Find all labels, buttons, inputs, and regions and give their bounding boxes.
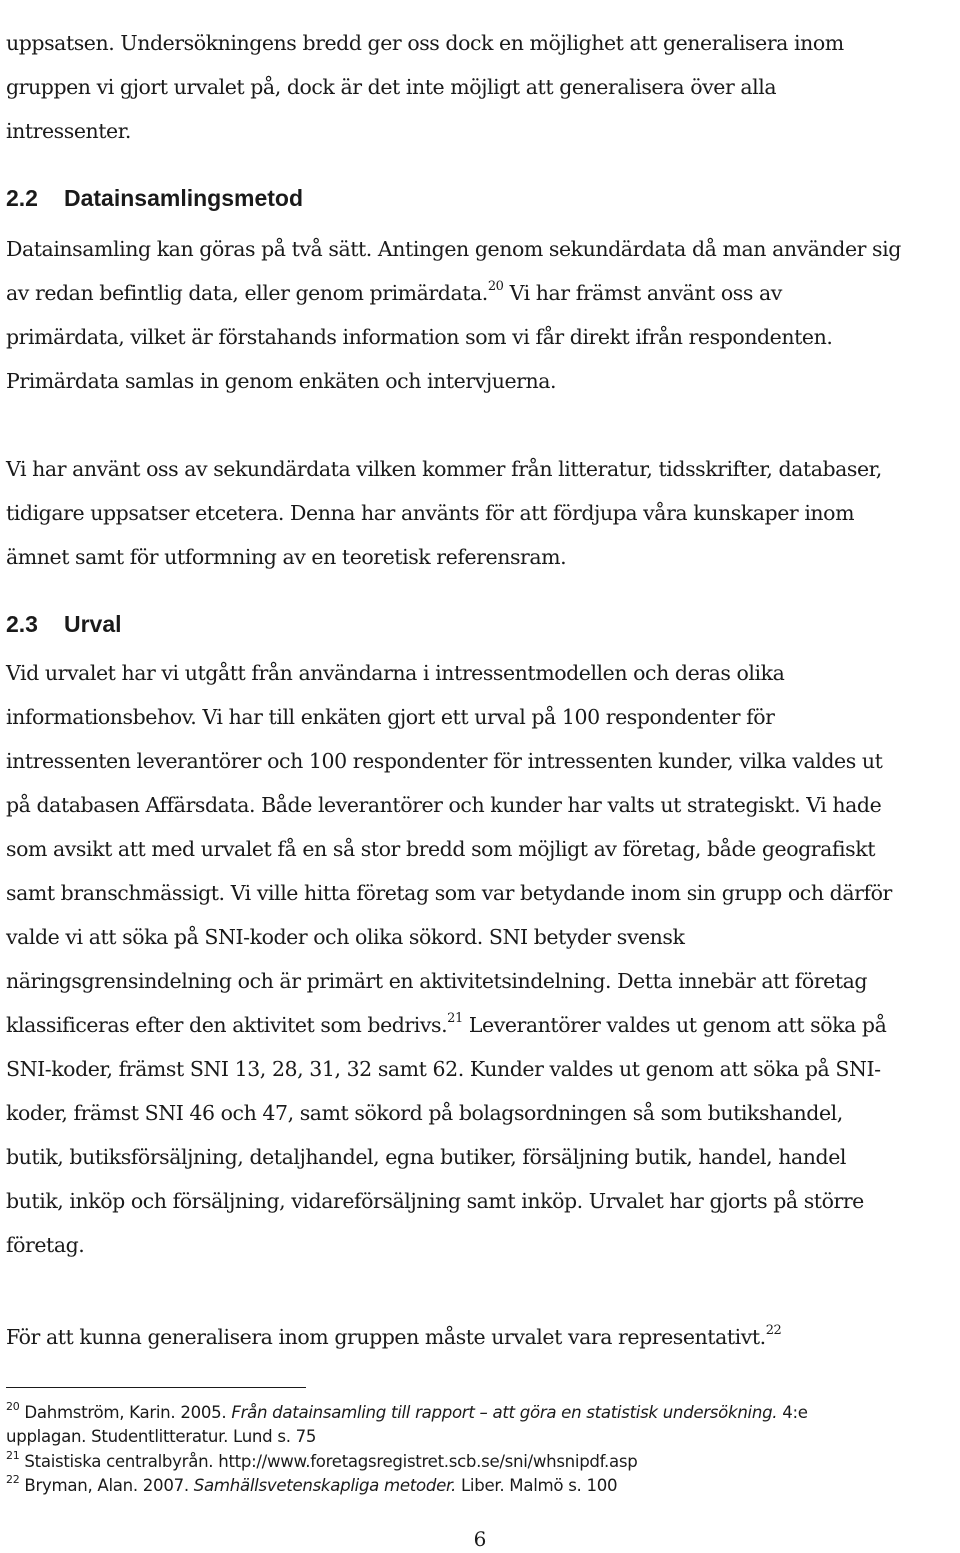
- text-line: på databasen Affärsdata. Både leverantörer och kunder har valts ut strategiskt. Vi hade: [6, 793, 882, 817]
- text-line: näringsgrensindelning och är primärt en aktivitetsindelning. Detta innebär att företag: [6, 969, 868, 993]
- text-span: klassificeras efter den aktivitet som bedrivs.: [6, 1013, 448, 1037]
- text-line: koder, främst SNI 46 och 47, samt sökord på bolagsordningen så som butikshandel,: [6, 1101, 843, 1125]
- footnote-number: 20: [6, 1400, 20, 1414]
- footnote-number: 22: [6, 1473, 20, 1487]
- intro-paragraph: [6, 21, 844, 153]
- sekundardata-paragraph: [6, 447, 882, 579]
- text-span: För att kunna generalisera inom gruppen måste urvalet vara representativt.: [6, 1325, 766, 1349]
- footnote-title: Från datainsamling till rapport – att göra en statistisk undersökning.: [231, 1403, 778, 1422]
- text-line: Datainsamling kan göras på två sätt. Antingen genom sekundärdata då man använder sig: [6, 237, 901, 261]
- urval-paragraph: [6, 651, 892, 1267]
- footnote-line: upplagan. Studentlitteratur. Lund s. 75: [6, 1427, 317, 1446]
- text-line: butik, inköp och försäljning, vidareförsäljning samt inköp. Urvalet har gjorts på större: [6, 1189, 864, 1213]
- text-line: ämnet samt för utformning av en teoretisk referensram.: [6, 545, 567, 569]
- representativt-paragraph: [6, 1315, 781, 1359]
- section-heading-2-2: [6, 176, 303, 220]
- text-span: Vi har främst använt oss av: [503, 281, 782, 305]
- text-line: som avsikt att med urvalet få en så stor bredd som möjligt av företag, både geografiskt: [6, 837, 875, 861]
- text-line: butik, butiksförsäljning, detaljhandel, egna butiker, försäljning butik, handel, handel: [6, 1145, 847, 1169]
- page-number: 6: [473, 1527, 487, 1551]
- footnote-20: [6, 1401, 808, 1449]
- text-line: tidigare uppsatser etcetera. Denna har använts för att fördjupa våra kunskaper inom: [6, 501, 855, 525]
- footnote-22: [6, 1474, 617, 1498]
- footnote-rest: Liber. Malmö s. 100: [455, 1476, 618, 1495]
- footnote-author: Dahmström, Karin. 2005.: [19, 1403, 232, 1422]
- text-line: Vi har använt oss av sekundärdata vilken kommer från litteratur, tidsskrifter, databaser,: [6, 457, 882, 481]
- text-span: Leverantörer valdes ut genom att söka på: [462, 1013, 887, 1037]
- text-line: Primärdata samlas in genom enkäten och intervjuerna.: [6, 369, 557, 393]
- footnote-reference: 20: [487, 279, 504, 295]
- text-line: [6, 1003, 892, 1047]
- text-line: gruppen vi gjort urvalet på, dock är det inte möjligt att generalisera över alla: [6, 75, 777, 99]
- footnote-line: [6, 1401, 808, 1425]
- text-line: SNI-koder, främst SNI 13, 28, 31, 32 samt 62. Kunder valdes ut genom att söka på SNI-: [6, 1057, 881, 1081]
- datainsamling-paragraph: [6, 227, 901, 403]
- text-line: [6, 1315, 781, 1359]
- footnote-reference: 22: [765, 1323, 782, 1339]
- footnote-rest: 4:e: [777, 1403, 808, 1422]
- text-line: företag.: [6, 1233, 85, 1257]
- text-line: primärdata, vilket är förstahands information som vi får direkt ifrån respondenten.: [6, 325, 833, 349]
- text-line: informationsbehov. Vi har till enkäten gjort ett urval på 100 respondenter för: [6, 705, 775, 729]
- footnote-separator: [6, 1387, 306, 1388]
- footnote-number: 21: [6, 1449, 20, 1463]
- footnote-21: [6, 1450, 637, 1474]
- text-line: [6, 271, 901, 315]
- text-line: Vid urvalet har vi utgått från användarna i intressentmodellen och deras olika: [6, 661, 785, 685]
- section-title: Datainsamlingsmetod: [64, 185, 303, 211]
- footnote-author: Bryman, Alan. 2007.: [19, 1476, 194, 1495]
- text-span: av redan befintlig data, eller genom primärdata.: [6, 281, 488, 305]
- text-line: valde vi att söka på SNI-koder och olika sökord. SNI betyder svensk: [6, 925, 685, 949]
- text-line: uppsatsen. Undersökningens bredd ger oss dock en möjlighet att generalisera inom: [6, 31, 844, 55]
- section-title: Urval: [64, 611, 122, 637]
- footnote-text: Staistiska centralbyrån. http://www.foretagsregistret.scb.se/sni/whsnipdf.asp: [19, 1452, 638, 1471]
- section-number: 2.3: [6, 611, 38, 637]
- text-line: intressenter.: [6, 119, 131, 143]
- section-number: 2.2: [6, 185, 38, 211]
- text-line: intressenten leverantörer och 100 respondenter för intressenten kunder, vilka valdes ut: [6, 749, 883, 773]
- text-line: samt branschmässigt. Vi ville hitta företag som var betydande inom sin grupp och därför: [6, 881, 892, 905]
- footnote-reference: 21: [447, 1011, 463, 1027]
- section-heading-2-3: [6, 602, 122, 646]
- footnote-title: Samhällsvetenskapliga metoder.: [193, 1476, 456, 1495]
